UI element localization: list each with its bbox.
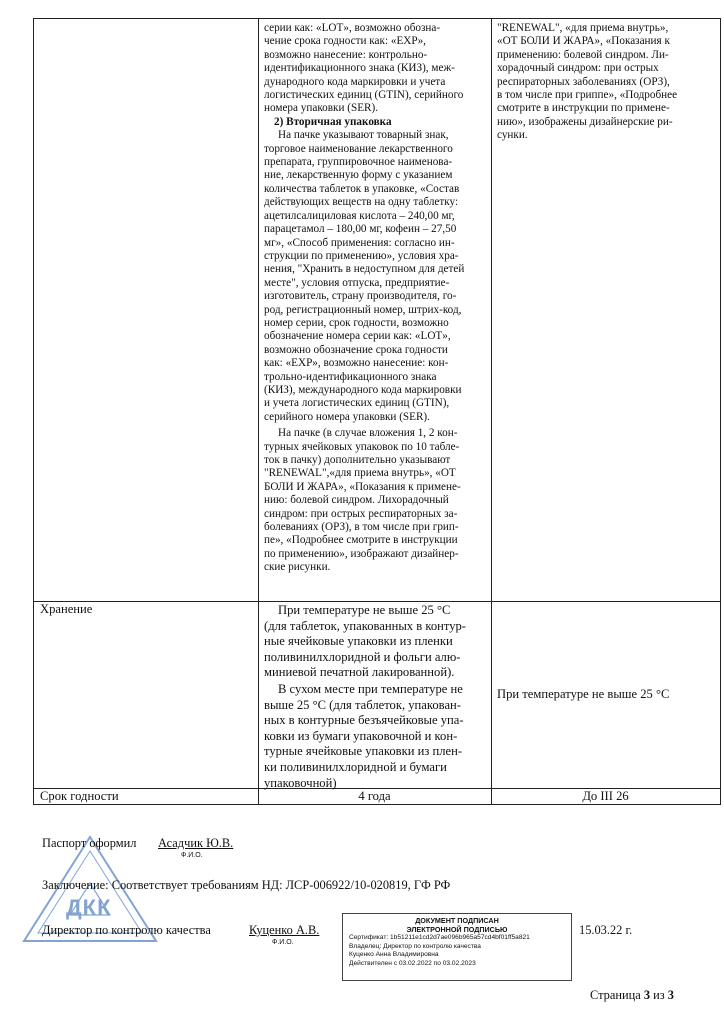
text-line: возможно нанесение: контрольно- <box>264 48 428 61</box>
text-line: ные ячейковые упаковки из пленки <box>264 634 453 649</box>
text-line: (для таблеток, упакованных в контур- <box>264 618 466 633</box>
text-line: турных ячейковых упаковок по 10 таблe- <box>264 440 460 453</box>
text-line: хорадочный синдром: при острых <box>497 62 659 75</box>
text-line: торговое наименование лекарственного <box>264 142 453 155</box>
passport-label: Паспорт оформил <box>42 836 137 850</box>
text-line: смотрите в инструкции по примене- <box>497 102 670 115</box>
text-line: дународного кода маркировки и учета <box>264 75 446 88</box>
sig-name: Куценко Анна Владимировна <box>349 951 439 959</box>
text-line: БОЛИ И ЖАРА», «Показания к примене- <box>264 480 461 493</box>
text-line: род, регистрационный номер, штрих-код, <box>264 303 462 316</box>
text-line: применению: болевой синдром. Ли- <box>497 48 669 61</box>
text-line: изготовитель, страну производителя, го- <box>264 290 457 303</box>
text-line: возможно обозначение срока годности <box>264 343 448 356</box>
text-line: обозначение номера серии как: «LOT», <box>264 330 451 343</box>
text-line: действующих веществ на одну таблетку: <box>264 196 459 209</box>
text-line: поливинилхлоридной и фольги алю- <box>264 649 461 664</box>
sig-title-1: ДОКУМЕНТ ПОДПИСАН <box>415 916 499 925</box>
text-line: (КИЗ), международного кода маркировки <box>264 383 462 396</box>
text-line: ток в пачку) дополнительно указывают <box>264 454 451 466</box>
page-prefix: Страница <box>590 988 644 1002</box>
text-line: препарата, группировочное наименова- <box>264 156 453 169</box>
text-line: "RENEWAL", «для приема внутрь», <box>497 22 669 34</box>
director-label: Директор по контролю качества <box>42 923 211 937</box>
text-line: номера упаковки (SER). <box>264 102 379 115</box>
text-line: в том числе при гриппе», «Подробнее <box>497 89 678 102</box>
text-line: ние, лекарственную форму с указанием <box>264 169 453 182</box>
director-name: Куценко А.В. <box>249 923 320 937</box>
text-line: упаковочной) <box>264 775 337 790</box>
text-line: мг», «Способ применения: согласно ин- <box>264 236 455 249</box>
text-line: При температуре не выше 25 °С <box>278 603 451 617</box>
page-current: 3 <box>643 988 651 1002</box>
text-line: "RENEWAL",«для приема внутрь», «ОТ <box>264 467 456 480</box>
text-line: ские рисунки. <box>264 561 331 574</box>
text-line: ки поливинилхлоридной и бумаги <box>264 759 447 774</box>
sig-owner: Владелец: Директор по контролю качества <box>349 942 481 950</box>
sig-title-2: ЭЛЕКТРОННОЙ ПОДПИСЬЮ <box>406 925 508 934</box>
text-line: нения, "Хранить в недоступном для детей <box>264 263 465 276</box>
text-line: трольно-идентификационного знака <box>264 370 437 383</box>
page-number <box>590 988 674 1002</box>
text-line: В сухом месте при температуре не <box>278 681 463 696</box>
text-line: ацетилсалициловая кислота – 240,00 мг, <box>264 209 455 222</box>
text-line: серии как: «LOT», возможно обозна- <box>264 22 441 34</box>
text-line: как: «EXP», возможно нанесение: кон- <box>264 357 449 370</box>
text-line: выше 25 °С (для таблеток, упакован- <box>264 697 461 712</box>
text-line: синдром: при острых респираторных за- <box>264 507 458 520</box>
storage-label: Хранение <box>40 602 93 616</box>
text-line: серийного номера упаковки (SER). <box>264 410 430 423</box>
text-line: по применению», изображают дизайнер- <box>264 547 459 560</box>
passport-name: Асадчик Ю.В. <box>158 836 234 850</box>
text-line: номер серии, срок годности, возможно <box>264 316 449 329</box>
text-line: На пачке (в случае вложения 1, 2 кон- <box>278 427 458 440</box>
text-line: сунки. <box>497 129 528 142</box>
text-line: На пачке указывают товарный знак, <box>278 129 449 142</box>
text-line: ковки из бумаги упаковочной и кон- <box>264 728 458 743</box>
text-line: респираторных заболеваниях (ОРЗ), <box>497 75 670 88</box>
passport-fio-caption: Ф.И.О. <box>181 852 203 859</box>
text-line: миниевой печатной лакированной). <box>264 665 455 680</box>
storage-actual: При температуре не выше 25 °С <box>497 687 670 701</box>
storage-spec-text <box>264 603 486 791</box>
text-line: струкции по применению», условия хра- <box>264 249 459 262</box>
text-line: «ОТ БОЛИ И ЖАРА», «Показания к <box>497 35 670 48</box>
shelf-life-actual: До III 26 <box>582 789 629 803</box>
text-line: идентификационного знака (КИЗ), меж- <box>264 62 455 75</box>
text-line: месте", условия отпуска, предприятие- <box>264 276 450 289</box>
director-fio-caption: Ф.И.О. <box>272 939 294 946</box>
conclusion-text: Заключение: Соответствует требованиям НД: ЛСР-006922/10-020819, ГФ РФ <box>42 878 451 892</box>
text-line: пе», «Подробнее смотрите в инструкции <box>264 534 458 547</box>
text-line: нию: болевой синдром. Лихорадочный <box>264 494 449 507</box>
text-line: парацетамол – 180,00 мг, кофеин – 27,50 <box>264 223 457 236</box>
packaging-spec-text <box>264 22 486 575</box>
secondary-packaging-heading: 2) Вторичная упаковка <box>274 115 392 128</box>
sig-valid: Действителен с 03.02.2022 по 03.02.2023 <box>349 959 476 967</box>
page-mid: из <box>650 988 668 1002</box>
text-line: болеваниях (ОРЗ), в том числе при грип- <box>264 521 459 534</box>
page-total: 3 <box>667 988 674 1002</box>
shelf-life-label: Срок годности <box>40 789 119 803</box>
text-line: чение срока годности как: «EXP», <box>264 35 426 48</box>
text-line: ных в контурные безъячейковые упа- <box>264 713 464 728</box>
sign-date: 15.03.22 г. <box>579 923 633 937</box>
e-signature-box <box>342 913 572 981</box>
packaging-actual-text <box>497 22 697 143</box>
text-line: количества таблеток в упаковке, «Состав <box>264 182 460 195</box>
text-line: турные ячейковые упаковки из плен- <box>264 744 463 759</box>
text-line: нию», изображены дизайнерские ри- <box>497 115 673 128</box>
text-line: логистических единиц (GTIN), серийного <box>264 89 464 102</box>
stamp-text: ДКК <box>66 895 112 920</box>
text-line: и учета логистических единиц (GTIN), <box>264 397 450 410</box>
shelf-life-spec: 4 года <box>358 789 391 803</box>
sig-cert: Сертификат: 1b51211e1cd2d7ae096b965a57cd4bf01ff5a821 <box>349 934 530 941</box>
